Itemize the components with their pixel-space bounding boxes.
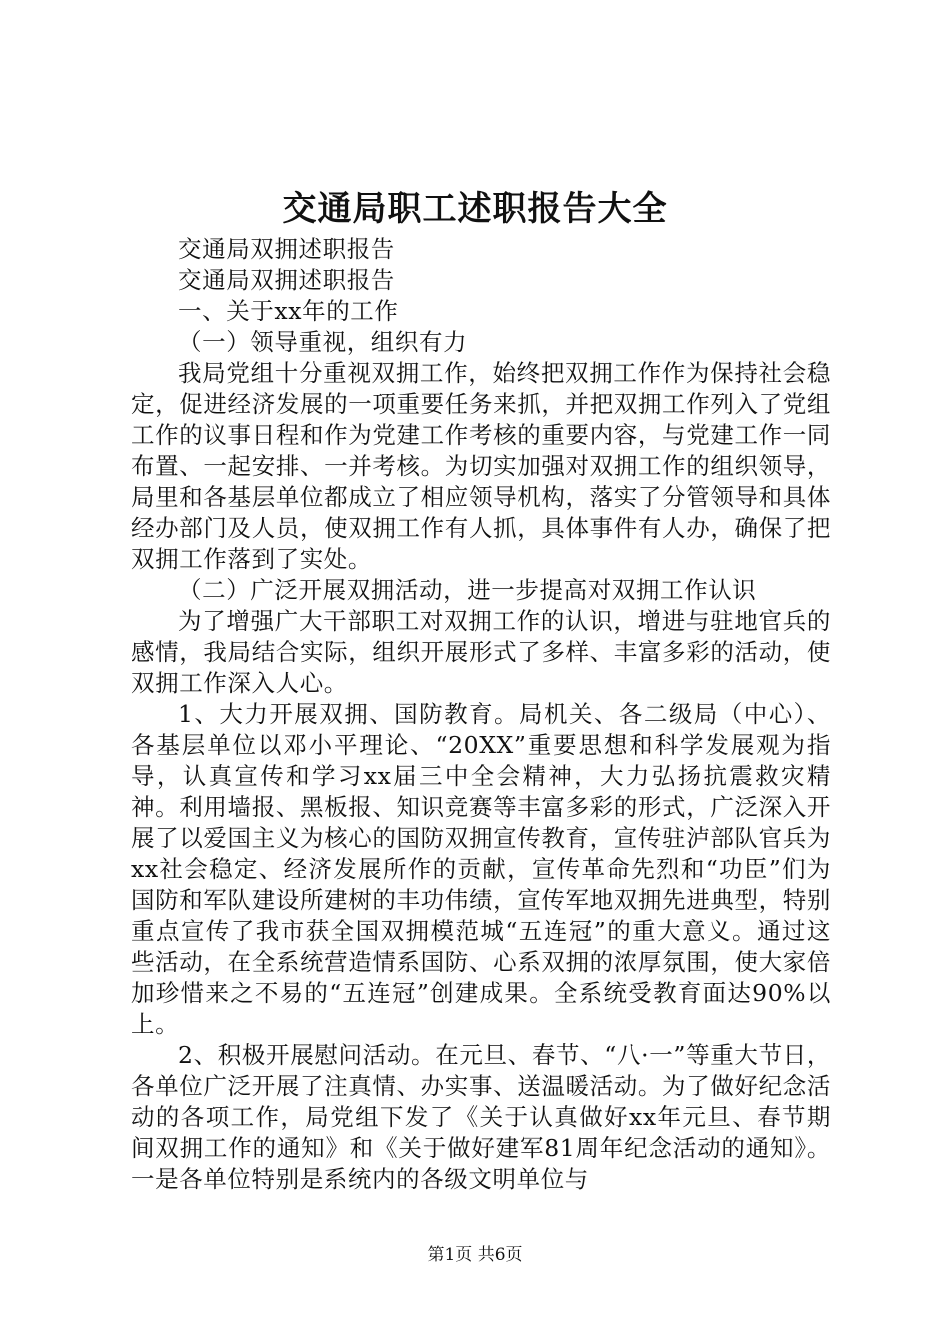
- paragraph-body-1: 我局党组十分重视双拥工作，始终把双拥工作作为保持社会稳定，促进经济发展的一项重要任务来抓，并把双拥工作列入了党组工作的议事日程和作为党建工作考核的重要内容，与党建工作一同布置、一起安排、一并考核。为切实加强对双拥工作的组织领导，局里和各基层单位都成立了相应领导机构，落实了分管领导和具体经办部门及人员，使双拥工作有人抓，具体事件有人办，确保了把双拥工作落到了实处。: [131, 359, 831, 573]
- page-footer: 第1页 共6页: [427, 1245, 523, 1265]
- paragraph-item-1: 1、大力开展双拥、国防教育。局机关、各二级局（中心）、各基层单位以邓小平理论、“20XX”重要思想和科学发展观为指导，认真宣传和学习xx届三中全会精神，大力弘扬抗震救灾精神。利用墙报、黑板报、知识竞赛等丰富多彩的形式，广泛深入开展了以爱国主义为核心的国防双拥宣传教育，宣传驻泸部队官兵为xx社会稳定、经济发展所作的贡献，宣传革命先烈和“功臣”们为国防和军队建设所建树的丰功伟绩，宣传军地双拥先进典型，特别重点宣传了我市获全国双拥模范城“五连冠”的重大意义。通过这些活动，在全系统营造情系国防、心系双拥的浓厚氛围，使大家倍加珍惜来之不易的“五连冠”创建成果。全系统受教育面达90%以上。: [131, 700, 831, 1038]
- paragraph-subtitle-1: 交通局双拥述职报告: [178, 235, 395, 263]
- subsection-heading-1: （一）领导重视，组织有力: [178, 328, 468, 356]
- document-body: [131, 234, 831, 1195]
- subsection-heading-2: （二）广泛开展双拥活动，进一步提高对双拥工作认识: [178, 576, 757, 604]
- paragraph-body-2: 为了增强广大干部职工对双拥工作的认识，增进与驻地官兵的感情，我局结合实际，组织开展形式了多样、丰富多彩的活动，使双拥工作深入人心。: [131, 607, 831, 697]
- paragraph-item-2: 2、积极开展慰问活动。在元旦、春节、“八·一”等重大节日，各单位广泛开展了注真情、办实事、送温暖活动。为了做好纪念活动的各项工作，局党组下发了《关于认真做好xx年元旦、春节期间双拥工作的通知》和《关于做好建军81周年纪念活动的通知》。一是各单位特别是系统内的各级文明单位与: [131, 1041, 831, 1193]
- section-heading-1: 一、关于xx年的工作: [178, 297, 399, 325]
- paragraph-subtitle-2: 交通局双拥述职报告: [178, 266, 395, 294]
- document-title: 交通局职工述职报告大全: [282, 189, 668, 229]
